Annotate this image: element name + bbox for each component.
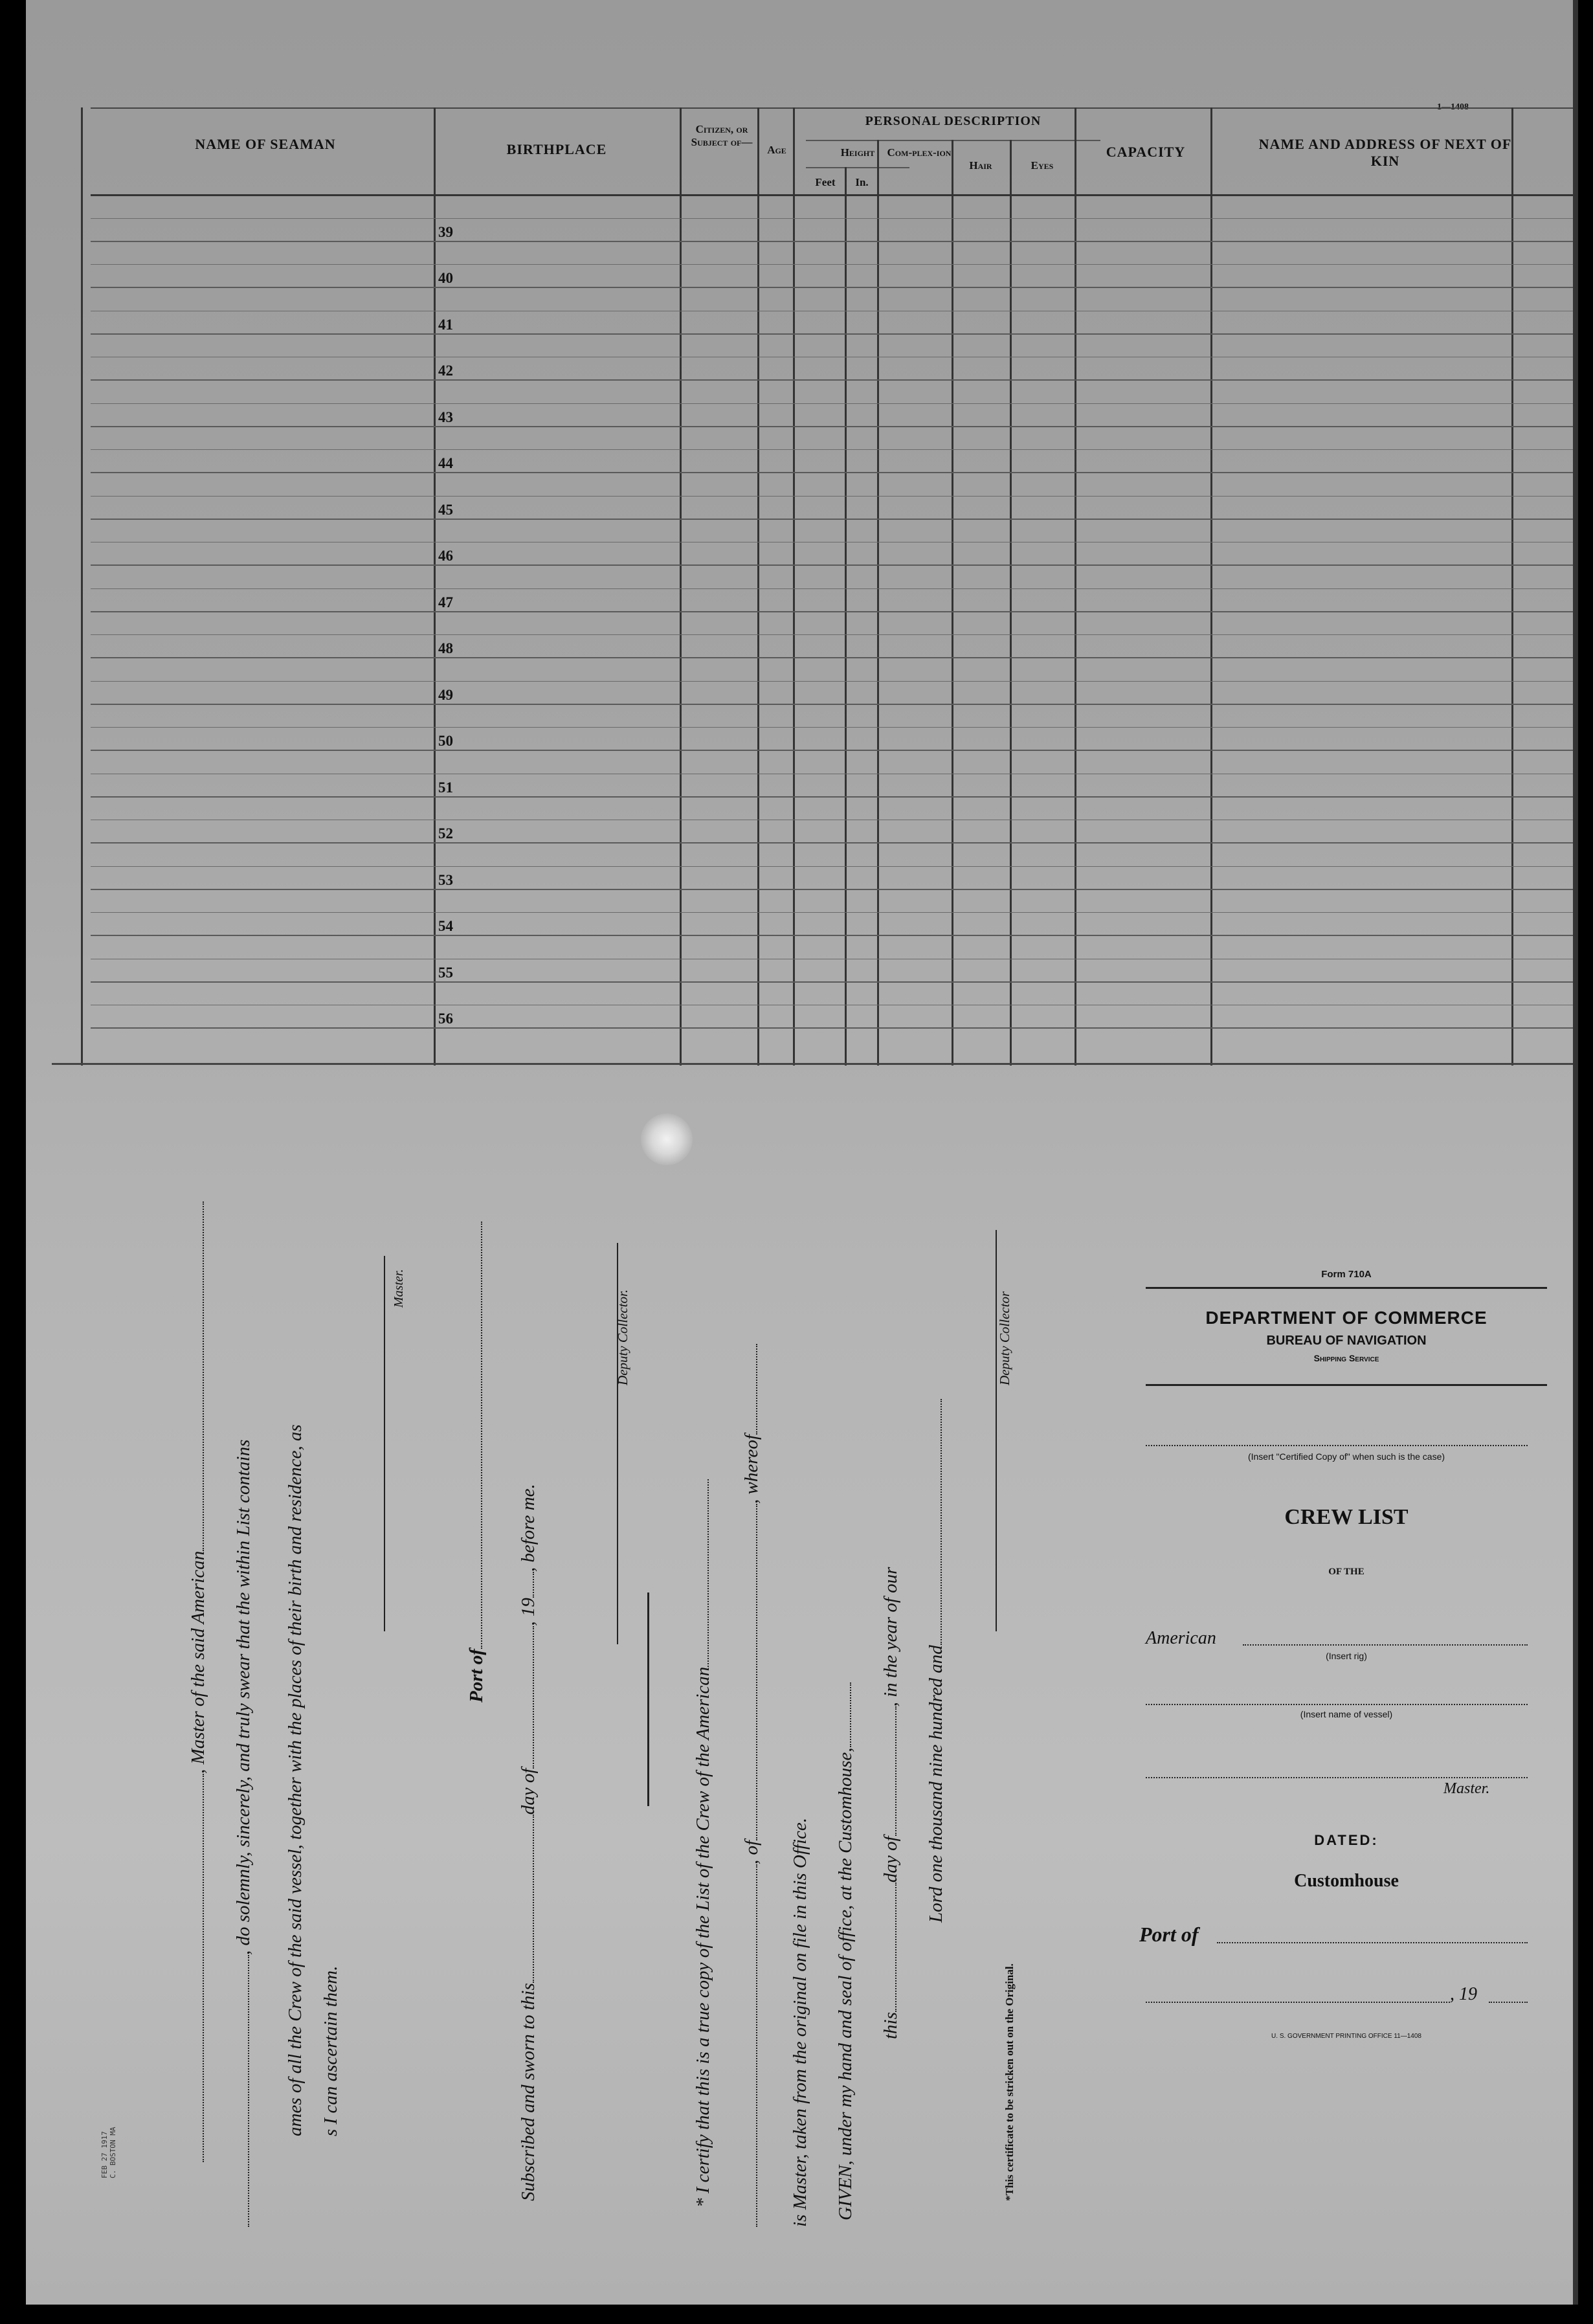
header-personal-description: PERSONAL DESCRIPTION: [865, 114, 1042, 128]
insert-vessel-name: (Insert name of vessel): [1300, 1709, 1393, 1719]
crew-list-title: CREW LIST: [1284, 1505, 1409, 1529]
row-number: 48: [438, 640, 453, 656]
row-line: [91, 403, 1573, 404]
department: DEPARTMENT OF COMMERCE: [1205, 1308, 1487, 1328]
row-number: 42: [438, 363, 453, 379]
row-line: [91, 496, 1573, 497]
certificate-line3: is Master, taken from the original on file in this Office.: [790, 1817, 810, 2227]
deputy-collector-1: Deputy Collector.: [615, 1289, 630, 1385]
nineteen-text: , 19: [518, 1598, 539, 1626]
printer-imprint: U. S. GOVERNMENT PRINTING OFFICE 11—1408: [1271, 2033, 1421, 2040]
row-line: [91, 564, 1573, 566]
row-line: [91, 241, 1573, 242]
form-number: Form 710A: [1321, 1269, 1372, 1280]
row-number: 45: [438, 501, 453, 518]
of-the: OF THE: [1328, 1567, 1365, 1577]
row-line: [91, 611, 1573, 612]
header-feet: Feet: [815, 176, 836, 188]
row-line: [91, 842, 1573, 844]
oath-line1: , Master of the said American: [188, 1550, 208, 1774]
oath-line4: s I can ascertain them.: [320, 1965, 341, 2136]
row-number: 52: [438, 825, 453, 842]
row-number: 47: [438, 594, 453, 610]
row-number: 54: [438, 918, 453, 934]
header-next-of-kin: NAME AND ADDRESS OF NEXT OF KIN: [1258, 136, 1512, 169]
row-line: [91, 472, 1573, 473]
row-line: [91, 704, 1573, 705]
row-number: 44: [438, 455, 453, 471]
document-page: [26, 0, 1578, 2305]
row-line: [91, 657, 1573, 658]
row-number: 56: [438, 1011, 453, 1027]
footnote: *This certificate to be stricken out on the Original.: [1003, 1963, 1016, 2201]
header-birthplace: BIRTHPLACE: [506, 141, 607, 157]
cert-day-of: day of: [880, 1836, 901, 1883]
header-hair: Hair: [969, 159, 992, 172]
certificate-line1: * I certify that this is a true copy of the List of the Crew of the American: [693, 1666, 713, 2207]
american-label: American: [1146, 1628, 1216, 1648]
row-line: [91, 379, 1573, 381]
header-citizen: Citizen, or Subject of—: [691, 123, 753, 148]
before-me-text: , before me.: [518, 1484, 539, 1572]
row-line: [91, 750, 1573, 751]
row-line: [91, 889, 1573, 890]
given-line: GIVEN, under my hand and seal of office, at the Customhouse,: [835, 1747, 856, 2220]
header-inches: In.: [855, 176, 869, 188]
port-of-label: Port of: [466, 1649, 487, 1703]
subscribed-text: Subscribed and sworn to this: [518, 1983, 539, 2201]
row-number: 51: [438, 779, 453, 796]
row-line: [91, 218, 1573, 219]
row-number: 39: [438, 223, 453, 240]
row-line: [91, 588, 1573, 589]
header-capacity: CAPACITY: [1106, 144, 1186, 160]
row-line: [91, 634, 1573, 635]
whereof-text: , whereof: [741, 1435, 762, 1504]
cover-port-of: Port of: [1139, 1923, 1199, 1946]
dated-label: DATED:: [1314, 1832, 1379, 1848]
cover-master: Master.: [1443, 1780, 1490, 1797]
row-number: 55: [438, 964, 453, 981]
row-line: [91, 912, 1573, 913]
row-number: 50: [438, 733, 453, 749]
glare: [641, 1113, 693, 1165]
row-line: [91, 935, 1573, 936]
oath-line3: ames of all the Crew of the said vessel, together with the places of their birth and residence, as: [285, 1424, 306, 2136]
row-number: 40: [438, 270, 453, 286]
row-number: 41: [438, 316, 453, 333]
row-line: [91, 866, 1573, 867]
day-of-text: day of: [518, 1768, 539, 1815]
insert-rig: (Insert rig): [1326, 1651, 1367, 1661]
this-text: this: [880, 2012, 901, 2039]
row-number: 43: [438, 408, 453, 425]
row-line: [91, 519, 1573, 520]
lord-text: Lord one thousand nine hundred and: [926, 1645, 946, 1923]
row-number: 49: [438, 686, 453, 703]
insert-certified-note: (Insert "Certified Copy of" when such is the case): [1247, 1451, 1445, 1462]
row-line: [91, 426, 1573, 427]
year-text: , in the year of our: [880, 1567, 901, 1707]
master-label: Master.: [392, 1269, 406, 1308]
cover-nineteen: , 19: [1450, 1984, 1477, 2004]
row-line: [91, 264, 1573, 265]
receipt-stamp: FEB 27 1917 C. BOSTON MA: [100, 2127, 117, 2178]
row-number: 46: [438, 548, 453, 564]
header-name-of-seaman: NAME OF SEAMAN: [195, 136, 336, 152]
header-age: Age: [767, 144, 786, 156]
row-line: [91, 981, 1573, 983]
row-line: [91, 796, 1573, 798]
row-line: [91, 727, 1573, 728]
header-complexion: Com-plex-ion: [887, 146, 952, 159]
row-line: [91, 1027, 1573, 1029]
of-text: , of: [741, 1840, 762, 1864]
header-eyes: Eyes: [1030, 159, 1054, 172]
row-line: [91, 681, 1573, 682]
shipping-service: Shipping Service: [1313, 1353, 1379, 1363]
oath-line2: , do solemnly, sincerely, and truly swear that the within List contains: [233, 1439, 254, 1955]
bureau: BUREAU OF NAVIGATION: [1266, 1334, 1427, 1348]
row-number: 53: [438, 871, 453, 888]
short-rule: [647, 1592, 649, 1806]
row-line: [91, 449, 1573, 450]
customhouse-label: Customhouse: [1294, 1871, 1399, 1891]
header-height: Height: [840, 146, 875, 159]
row-line: [91, 333, 1573, 335]
deputy-collector-2: Deputy Collector: [997, 1291, 1012, 1385]
row-line: [91, 287, 1573, 288]
